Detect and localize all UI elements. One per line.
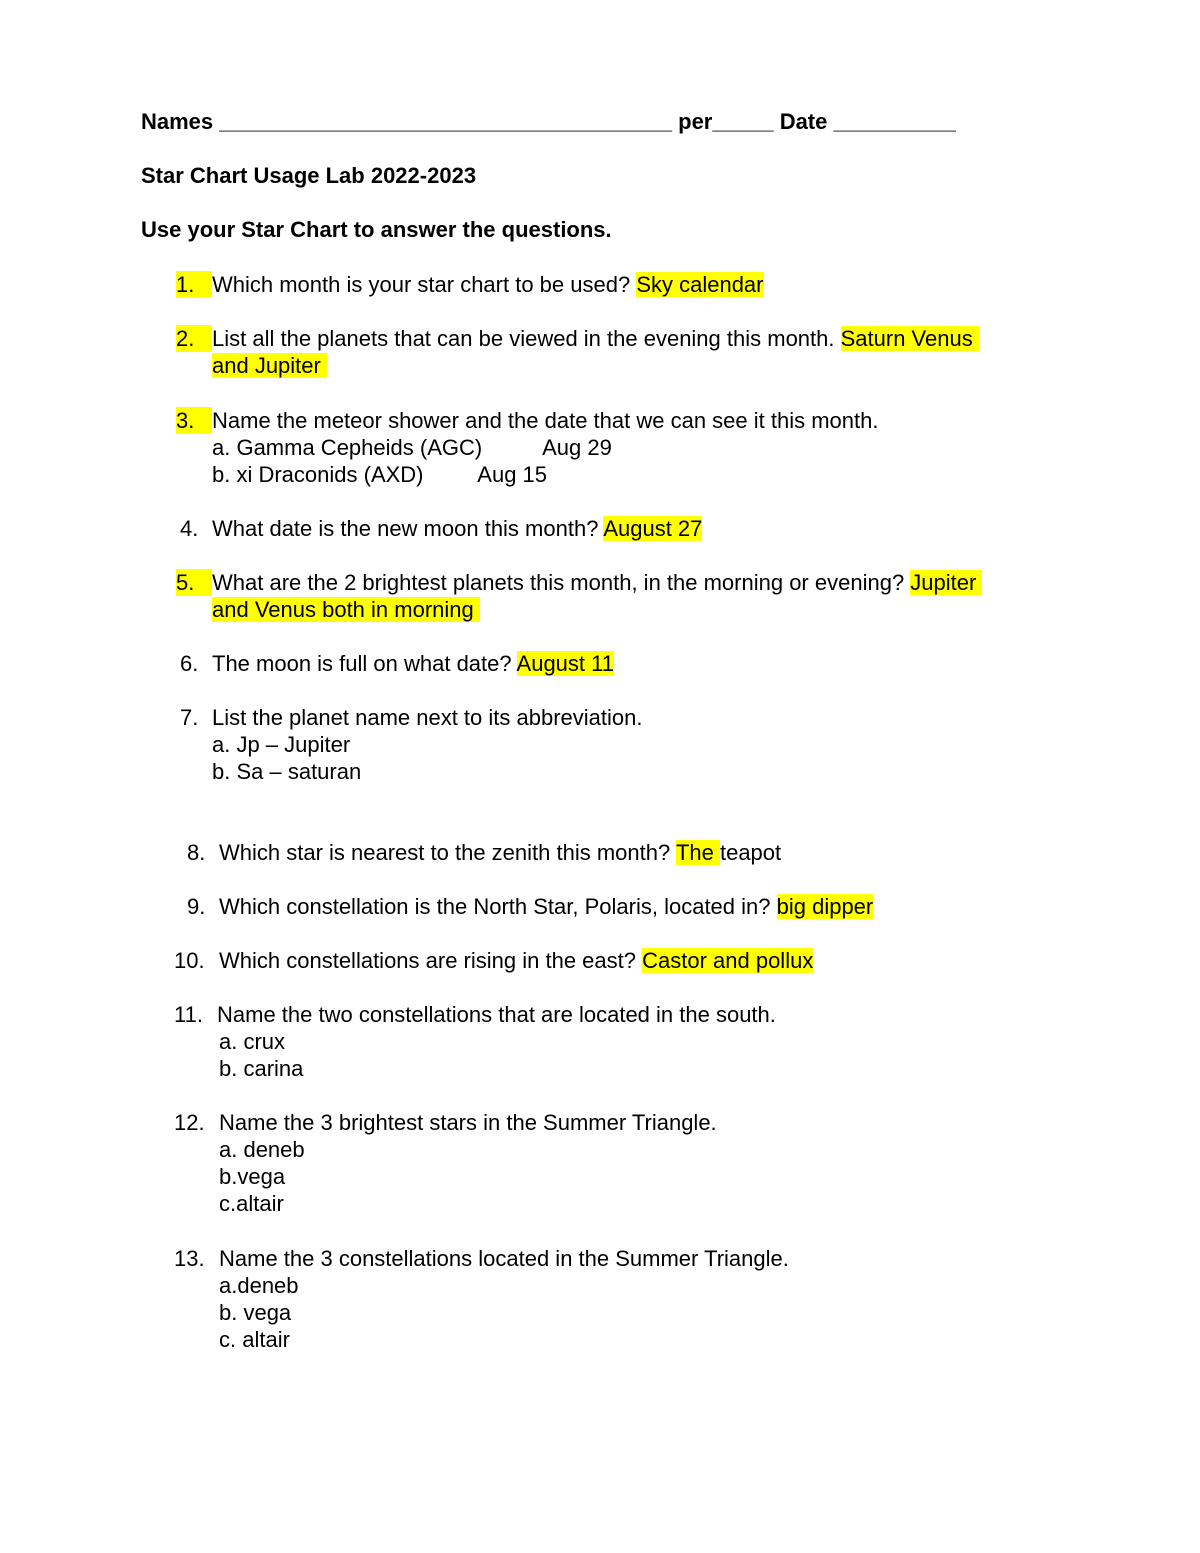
question-number: 1. — [176, 271, 212, 298]
question-text: Name the 3 brightest stars in the Summer Triangle. — [219, 1110, 717, 1135]
answer-item: b. xi Draconids (AXD) Aug 15 — [212, 462, 548, 487]
answer-highlight: and Venus both in morning — [212, 597, 480, 622]
answer-item: c.altair — [219, 1191, 284, 1216]
instructions: Use your Star Chart to answer the questions. — [141, 217, 612, 242]
question-number: 9. — [187, 894, 206, 919]
question-number: 6. — [180, 651, 199, 676]
question-text: Name the 3 constellations located in the Summer Triangle. — [219, 1246, 789, 1271]
question-text: The moon is full on what date? — [212, 651, 517, 676]
answer-item: a. Jp – Jupiter — [212, 732, 351, 757]
answer-item: a. crux — [219, 1029, 286, 1054]
question-6 — [180, 650, 614, 677]
date-blank: __________ — [833, 109, 956, 134]
question-8 — [187, 839, 781, 866]
answer-item: c. altair — [219, 1327, 290, 1352]
question-number: 2. — [176, 325, 212, 352]
question-2-continuation — [212, 352, 327, 379]
question-text: Name the meteor shower and the date that we can see it this month. — [212, 408, 879, 433]
question-7 — [180, 704, 642, 731]
question-text: Which star is nearest to the zenith this month? — [219, 840, 676, 865]
question-9 — [187, 893, 873, 920]
question-4 — [180, 515, 702, 542]
question-number: 11. — [174, 1002, 203, 1027]
question-number: 13. — [174, 1246, 205, 1271]
answer-highlight: August 11 — [516, 651, 614, 676]
answer-item: b. vega — [219, 1300, 292, 1325]
per-blank: _____ — [712, 109, 774, 134]
page-title: Star Chart Usage Lab 2022-2023 — [141, 163, 477, 188]
answer-item: a. deneb — [219, 1137, 305, 1162]
question-10 — [174, 947, 813, 974]
question-text: Which constellation is the North Star, Polaris, located in? — [219, 894, 777, 919]
question-number: 3. — [176, 407, 212, 434]
answer-highlight: and Jupiter — [212, 353, 327, 378]
question-text: What are the 2 brightest planets this month, in the morning or evening? — [212, 570, 911, 595]
question-5-continuation — [212, 596, 480, 623]
answer-highlight: big dipper — [776, 894, 874, 919]
names-blank: _____________________________________ — [219, 109, 672, 134]
question-text: Name the two constellations that are located in the south. — [217, 1002, 776, 1027]
answer-item: a.deneb — [219, 1273, 299, 1298]
answer-highlight: Jupiter — [910, 570, 983, 595]
answer-highlight: Saturn Venus — [840, 326, 979, 351]
question-1 — [176, 271, 764, 298]
answer-highlight: The — [675, 840, 720, 865]
answer-text: teapot — [719, 840, 782, 865]
answer-item: b.vega — [219, 1164, 286, 1189]
per-label: per — [678, 109, 713, 134]
question-text: List the planet name next to its abbreviation. — [212, 705, 643, 730]
answer-item: b. carina — [219, 1056, 304, 1081]
question-text: Which month is your star chart to be used? — [212, 272, 637, 297]
answer-highlight: Castor and pollux — [642, 948, 814, 973]
date-label: Date — [779, 109, 828, 134]
question-text: List all the planets that can be viewed in the evening this month. — [212, 326, 841, 351]
question-12 — [174, 1109, 717, 1136]
question-number: 12. — [174, 1110, 205, 1135]
question-number: 7. — [180, 705, 199, 730]
question-number: 8. — [187, 840, 206, 865]
question-5 — [176, 569, 982, 596]
question-text: Which constellations are rising in the east? — [219, 948, 643, 973]
question-number: 5. — [176, 569, 212, 596]
answer-item: b. Sa – saturan — [212, 759, 362, 784]
answer-highlight: August 27 — [603, 516, 703, 541]
question-11 — [174, 1001, 776, 1028]
question-13 — [174, 1245, 789, 1272]
question-number: 4. — [180, 516, 199, 541]
question-2 — [176, 325, 979, 352]
header-line — [141, 108, 956, 135]
question-number: 10. — [174, 948, 205, 973]
question-text: What date is the new moon this month? — [212, 516, 604, 541]
answer-item: a. Gamma Cepheids (AGC) Aug 29 — [212, 435, 612, 460]
names-label: Names — [141, 109, 214, 134]
question-3 — [176, 407, 878, 434]
answer-highlight: Sky calendar — [636, 272, 764, 297]
